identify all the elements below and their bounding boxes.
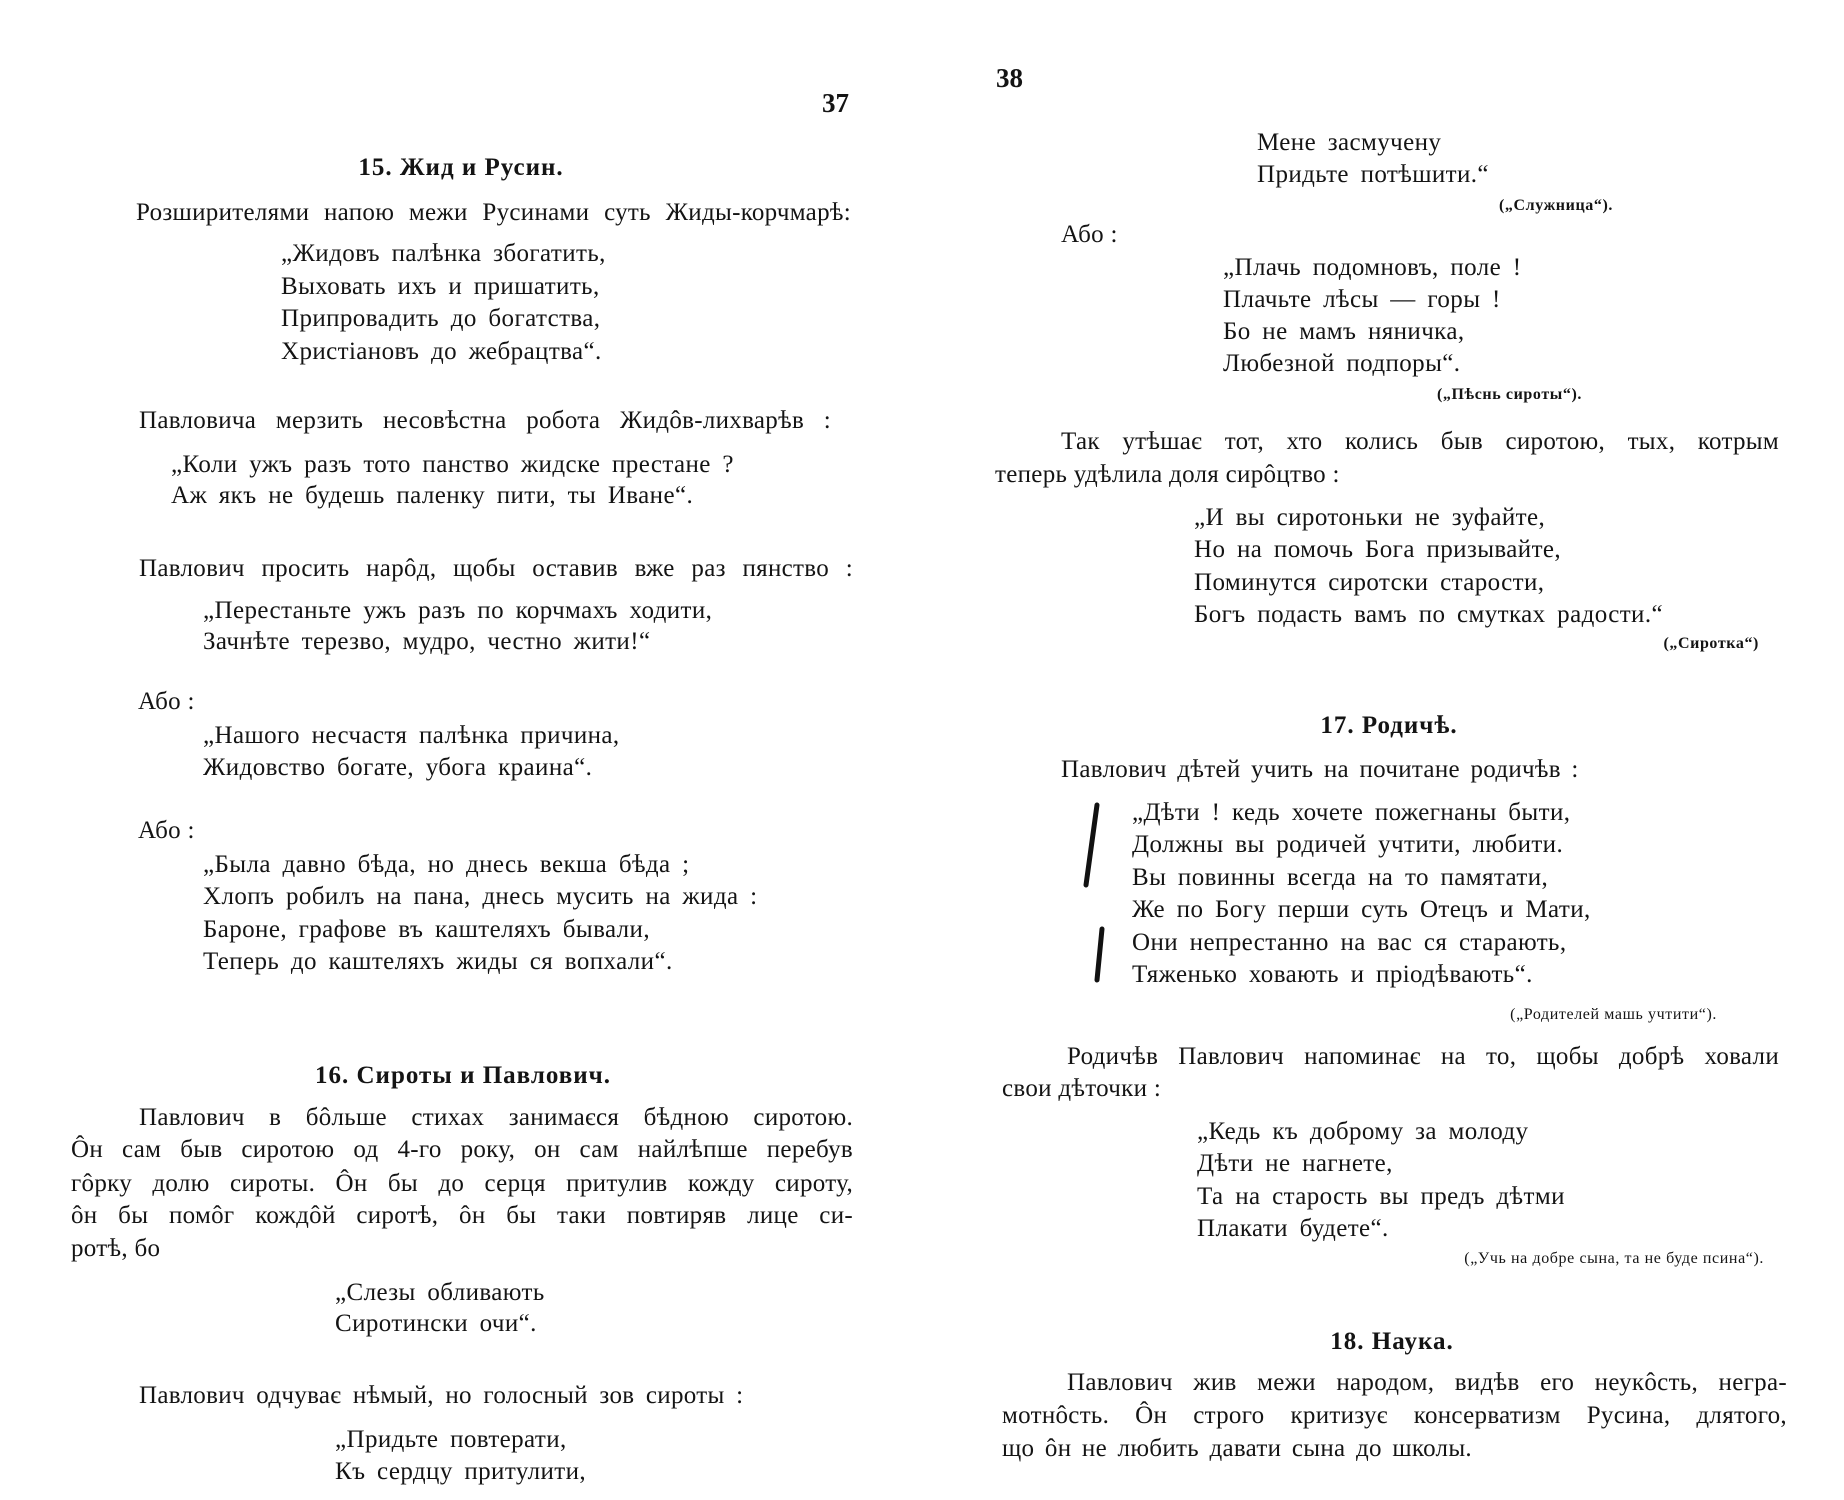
pencil-mark [1097, 929, 1102, 980]
prose-line: теперь удѣлила доля сирôцтво : [995, 461, 1340, 488]
poem-line: Богъ подасть вамъ по смутках радости.“ [1194, 601, 1663, 628]
poem-line: „Коли ужъ разъ тото панство жидске престане ? [171, 451, 734, 478]
poem-source: („Служница“). [1498, 197, 1613, 214]
poem-line: „Слезы обливають [335, 1279, 545, 1306]
poem-line: „Дѣти ! кедь хочете пожегнаны быти, [1132, 799, 1571, 826]
prose-line: Павлович дѣтей учить на почитане родичѣв : [1061, 756, 1579, 783]
poem-source: („Учь на добре сына, та не буде псина“). [1464, 1250, 1764, 1267]
prose-line: Розширителями напою межи Русинами суть Жиды-корчмарѣ: [136, 199, 851, 226]
poem-line: Дѣти не нагнете, [1197, 1150, 1393, 1177]
poem-line: Они непрестанно на вас ся старають, [1132, 929, 1567, 956]
page-number: 38 [996, 63, 1023, 93]
prose-line: що ôн не любить давати сына до школы. [1002, 1435, 1472, 1462]
poem-line: Же по Богу перши суть Отецъ и Мати, [1132, 896, 1591, 923]
prose-line: Павловича мерзить несовѣстна робота Жидôв-лихварѣв : [139, 407, 831, 434]
poem-line: Плачьте лѣсы — горы ! [1223, 286, 1501, 313]
poem-line: „Нашого несчастя палѣнка причина, [203, 722, 620, 749]
poem-line: „Придьте повтерати, [335, 1426, 567, 1453]
poem-source: („Пѣснь сироты“). [1436, 386, 1582, 403]
poem-line: Бароне, графове въ каштеляхъ бывали, [203, 916, 650, 943]
prose-line: Павлович жив межи народом, видѣв его неукôсть, негра- [1067, 1369, 1787, 1396]
page-number: 37 [822, 88, 849, 118]
poem-line: Христіановъ до жебрацтва“. [281, 338, 602, 365]
poem-line: Вы повинны всегда на то памятати, [1132, 864, 1549, 891]
poem-line: Къ сердцу притулити, [335, 1458, 587, 1485]
poem-line: Но на помочь Бога призывайте, [1194, 536, 1562, 563]
poem-line: „И вы сиротоньки не зуфайте, [1194, 504, 1546, 531]
poem-line: Тяженько ховають и пріодѣвають“. [1132, 961, 1533, 988]
connector-label: Або : [1061, 221, 1118, 248]
poem-source: („Сиротка“) [1663, 635, 1759, 652]
poem-line: Должны вы родичей учтити, любити. [1132, 831, 1564, 858]
pencil-mark [1086, 805, 1097, 885]
connector-label: Або : [138, 817, 195, 844]
section-heading: 15. Жид и Русин. [358, 154, 564, 181]
poem-line: Придьте потѣшити.“ [1257, 161, 1489, 188]
prose-line: ротѣ, бо [71, 1235, 161, 1262]
prose-line: ôн бы помôг кождôй сиротѣ, ôн бы таки повтиряв лице си- [71, 1202, 853, 1229]
prose-line: мотнôсть. Ôн строго критизує консерватизм Русина, длятого, [1002, 1402, 1787, 1429]
prose-line: Родичѣв Павлович напоминає на то, щобы добрѣ ховали [1067, 1043, 1779, 1070]
prose-line: гôрку долю сироты. Ôн бы до серця притулив кожду сироту, [71, 1170, 853, 1197]
prose-line: Павлович одчуває нѣмый, но голосный зов сироты : [139, 1382, 744, 1409]
poem-line: Та на старость вы предъ дѣтми [1197, 1183, 1565, 1210]
poem-line: Хлопъ робилъ на пана, днесь мусить на жида : [203, 883, 758, 910]
poem-line: Теперь до каштеляхъ жиды ся вопхали“. [203, 948, 673, 975]
poem-line: „Жидовъ палѣнка збогатить, [281, 240, 606, 267]
poem-line: Любезной подпоры“. [1223, 350, 1461, 377]
poem-line: „Кедь къ доброму за молоду [1197, 1118, 1529, 1145]
section-heading: 17. Родичѣ. [1320, 712, 1458, 739]
poem-line: „Плачь подомновъ, поле ! [1223, 254, 1522, 281]
poem-source: („Родителей машь учтити“). [1510, 1006, 1717, 1023]
poem-line: Поминутся сиротски старости, [1194, 569, 1545, 596]
prose-line: Ôн сам быв сиротою од 4-го року, он сам найлѣпше перебув [71, 1136, 853, 1163]
poem-line: Сиротински очи“. [335, 1310, 537, 1337]
prose-line: свои дѣточки : [1002, 1075, 1162, 1102]
section-heading: 16. Сироты и Павлович. [314, 1062, 611, 1089]
poem-line: „Перестаньте ужъ разъ по корчмахъ ходити, [203, 597, 713, 624]
prose-line: Так утѣшає тот, хто колись быв сиротою, тых, котрым [1061, 428, 1779, 455]
section-heading: 18. Наука. [1330, 1328, 1454, 1355]
poem-line: Аж якъ не будешь паленку пити, ты Иване“. [171, 482, 694, 509]
poem-line: Жидовство богате, убога краина“. [203, 754, 593, 781]
poem-line: Выховать ихъ и пришатить, [281, 273, 600, 300]
poem-line: Бо не мамъ няничка, [1223, 318, 1465, 345]
poem-line: Мене засмучену [1257, 129, 1442, 156]
poem-line: „Была давно бѣда, но днесь векша бѣда ; [203, 851, 690, 878]
poem-line: Плакати будете“. [1197, 1215, 1389, 1242]
connector-label: Або : [138, 688, 195, 715]
poem-line: Припровадить до богатства, [281, 305, 601, 332]
poem-line: Зачнѣте терезво, мудро, честно жити!“ [203, 628, 651, 655]
prose-line: Павлович в бôльше стихах занимаєся бѣдною сиротою. [139, 1104, 853, 1131]
prose-line: Павлович просить нарôд, щобы оставив вже раз пянство : [139, 555, 853, 582]
